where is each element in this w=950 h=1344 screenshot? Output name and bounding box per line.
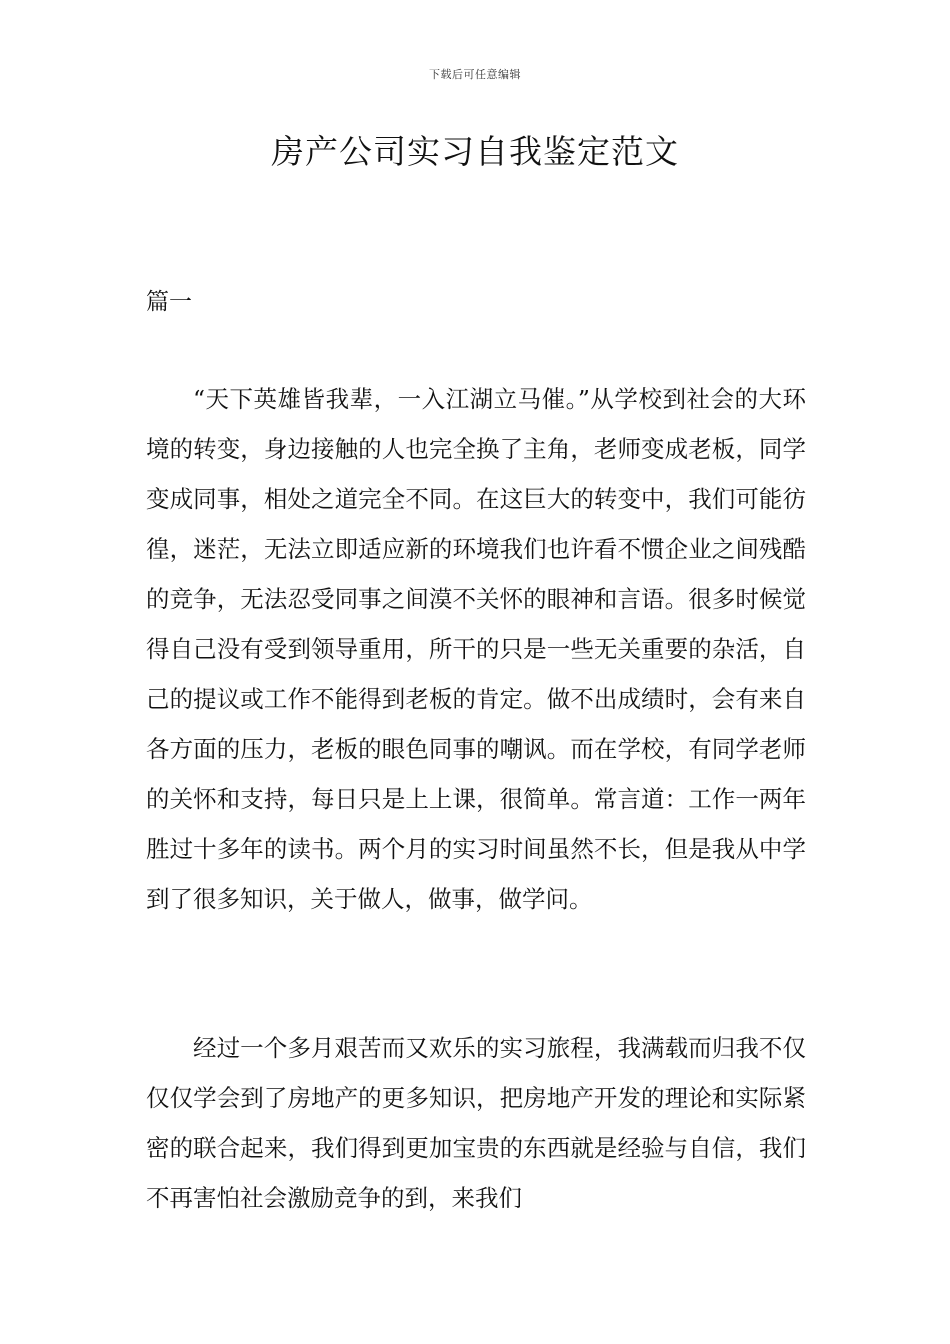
paragraph-2: 经过一个多月艰苦而又欢乐的实习旅程，我满载而归我不仅仅仅学会到了房地产的更多知识，把房地产开发的理论和实际紧密的联合起来，我们得到更加宝贵的东西就是经验与自信，我们不再害怕社会激励竞争的到，来我们 <box>146 1034 806 1212</box>
header-note: 下载后可任意编辑 <box>429 68 521 81</box>
paragraph-1: “天下英雄皆我辈，一入江湖立马催。”从学校到社会的大环境的转变，身边接触的人也完全换了主角，老师变成老板，同学变成同事，相处之道完全不同。在这巨大的转变中，我们可能彷徨，迷茫，无法立即适应新的环境我们也许看不惯企业之间残酷的竞争，无法忍受同事之间漠不关怀的眼神和言语。很多时候觉得自己没有受到领导重用，所干的只是一些无关重要的杂活，自己的提议或工作不能得到老板的肯定。做不出成绩时，会有来自各方面的压力，老板的眼色同事的嘲讽。而在学校，有同学老师的关怀和支持，每日只是上上课，很简单。常言道：工作一两年胜过十多年的读书。两个月的实习时间虽然不长，但是我从中学到了很多知识，关于做人，做事，做学问。 <box>146 385 806 913</box>
section-label: 篇一 <box>146 289 192 315</box>
document-title: 房产公司实习自我鉴定范文 <box>271 132 679 171</box>
